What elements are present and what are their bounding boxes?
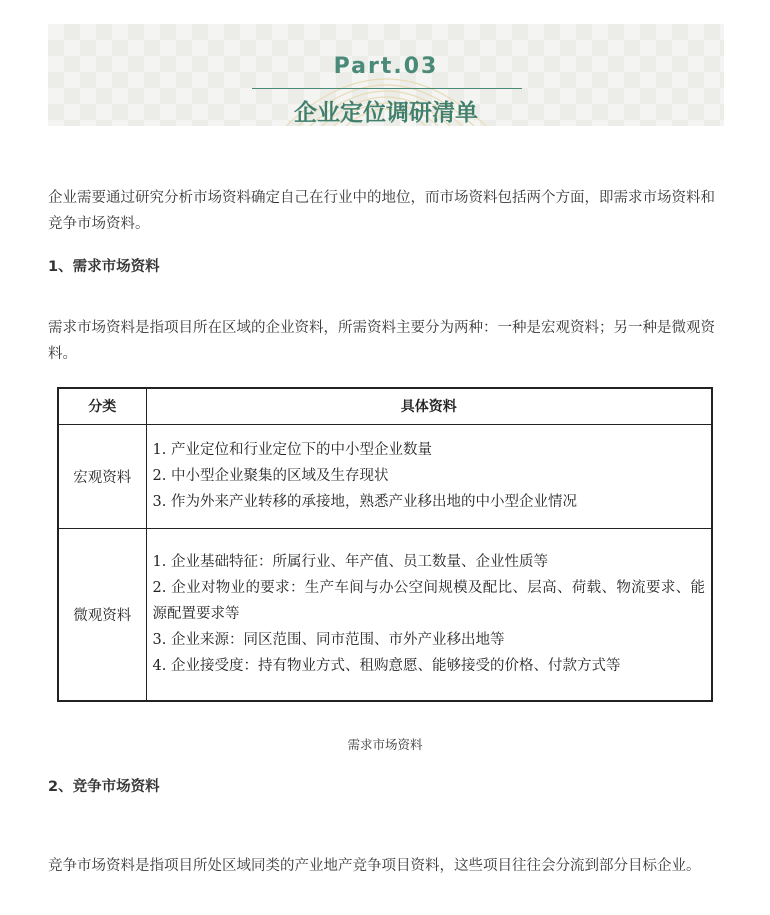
section1-heading: 1、需求市场资料 [48,259,160,275]
list-item: 1. 产业定位和行业定位下的中小型企业数量 [152,442,432,458]
intro-paragraph: 企业需要通过研究分析市场资料确定自己在行业中的地位，而市场资料包括两个方面，即需求市场资料和竞争市场资料。 [48,190,715,232]
table-cell-items [146,528,712,701]
table-row [58,528,712,701]
table-cell-category: 宏观资料 [58,424,146,528]
section2-paragraph: 竞争市场资料是指项目所处区域同类的产业地产竞争项目资料，这些项目往往会分流到部分目标企业。 [48,858,701,874]
list-item: 1. 企业基础特征：所属行业、年产值、员工数量、企业性质等 [152,554,548,571]
section1-paragraph: 需求市场资料是指项目所在区域的企业资料，所需资料主要分为两种：一种是宏观资料；另一种是微观资料。 [48,320,715,362]
list-item: 2. 中小型企业聚集的区域及生存现状 [152,468,389,484]
table-row [58,424,712,528]
table-cell-items [146,424,712,528]
section-title: 企业定位调研清单 [294,100,478,126]
table-header-row [58,388,712,424]
section2-heading: 2、竞争市场资料 [48,779,160,795]
part-number: Part.03 [333,54,439,79]
list-item: 4. 企业接受度：持有物业方式、租购意愿、能够接受的价格、付款方式等 [152,658,621,675]
banner-divider [252,88,522,89]
list-item: 2. 企业对物业的要求：生产车间与办公空间规模及配比、层高、荷载、物流要求、能源配置要求等 [152,580,705,623]
list-item: 3. 作为外来产业转移的承接地，熟悉产业移出地的中小型企业情况 [152,494,577,510]
section-banner [48,24,724,126]
table-cell-category: 微观资料 [58,528,146,701]
table-header-category: 分类 [58,388,146,424]
table-caption: 需求市场资料 [347,737,423,752]
table-header-details: 具体资料 [146,388,712,424]
demand-data-table [57,387,713,702]
list-item: 3. 企业来源：同区范围、同市范围、市外产业移出地等 [152,632,505,649]
